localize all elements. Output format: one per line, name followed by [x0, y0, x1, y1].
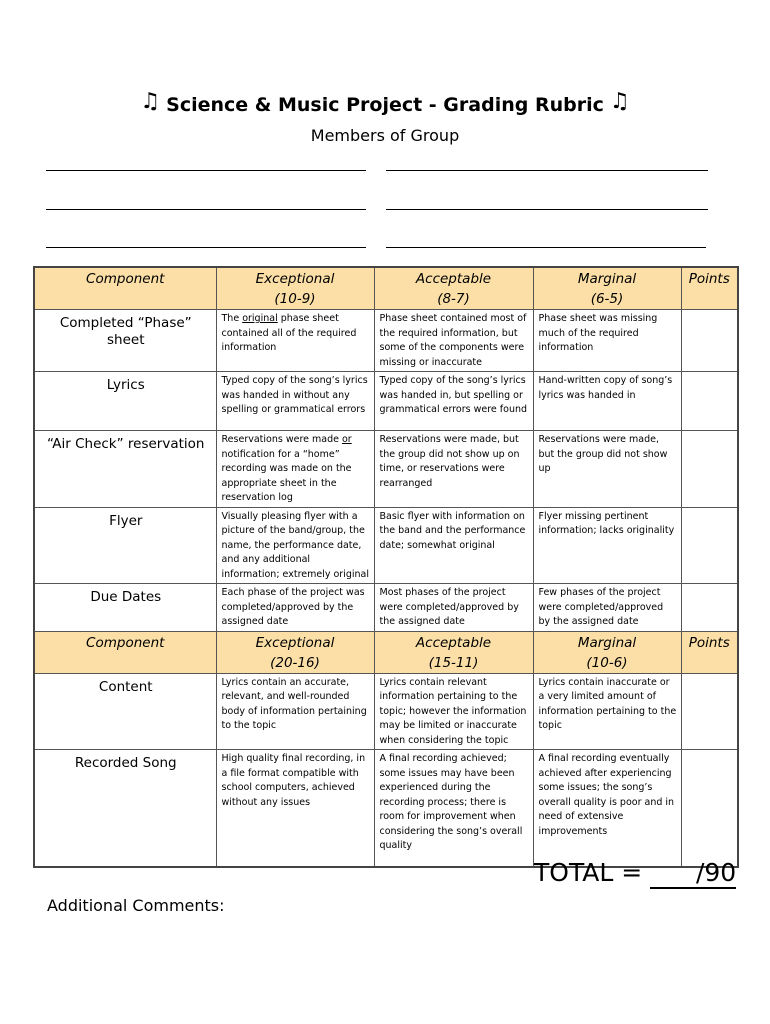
header-component: Component — [34, 267, 216, 310]
row-exceptional: Each phase of the project was completed/approved by the assigned date — [216, 584, 374, 632]
total-value[interactable]: /90 — [650, 858, 736, 889]
table-row — [34, 507, 738, 584]
row-acceptable: A final recording achieved; some issues may have been experienced during the recording process; there is room for improvement when considering the song’s overall quality — [374, 750, 533, 867]
table-row — [34, 310, 738, 372]
row-exceptional: High quality final recording, in a file format compatible with school computers, achieved without any issues — [216, 750, 374, 867]
points-cell[interactable] — [681, 584, 738, 632]
row-marginal: Hand-written copy of song’s lyrics was handed in — [533, 372, 681, 431]
points-cell[interactable] — [681, 310, 738, 372]
member-name-line[interactable] — [46, 170, 366, 171]
title-text: Science & Music Project - Grading Rubric — [166, 94, 604, 116]
table-row — [34, 750, 738, 867]
row-acceptable: Most phases of the project were completed/approved by the assigned date — [374, 584, 533, 632]
points-cell[interactable] — [681, 673, 738, 750]
row-marginal: Few phases of the project were completed/approved by the assigned date — [533, 584, 681, 632]
row-exceptional: Reservations were made or notification for a “home” recording was made on the appropriate sheet in the reservation log — [216, 431, 374, 508]
row-component: Completed “Phase” sheet — [34, 310, 216, 372]
header-exceptional: Exceptional (20-16) — [216, 631, 374, 673]
row-exceptional: Lyrics contain an accurate, relevant, and well-rounded body of information pertaining to the topic — [216, 673, 374, 750]
row-acceptable: Lyrics contain relevant information pertaining to the topic; however the information may be limited or inaccurate when considering the topic — [374, 673, 533, 750]
row-acceptable: Phase sheet contained most of the required information, but some of the components were missing or inaccurate — [374, 310, 533, 372]
table-header-row — [34, 267, 738, 310]
total-score — [534, 858, 736, 889]
row-marginal: A final recording eventually achieved after experiencing some issues; the song’s overall quality is poor and in need of extensive improvements — [533, 750, 681, 867]
member-name-line[interactable] — [46, 247, 366, 248]
member-name-line[interactable] — [386, 247, 706, 248]
header-marginal: Marginal (10-6) — [533, 631, 681, 673]
row-acceptable: Basic flyer with information on the band and the performance date; somewhat original — [374, 507, 533, 584]
row-component: Content — [34, 673, 216, 750]
row-acceptable: Typed copy of the song’s lyrics was handed in, but spelling or grammatical errors were found — [374, 372, 533, 431]
row-component: Lyrics — [34, 372, 216, 431]
comments-label: Additional Comments: — [47, 896, 225, 915]
table-row — [34, 673, 738, 750]
points-cell[interactable] — [681, 750, 738, 867]
row-exceptional: Typed copy of the song’s lyrics was handed in without any spelling or grammatical errors — [216, 372, 374, 431]
row-exceptional: Visually pleasing flyer with a picture of the band/group, the name, the performance date, and any additional information; extremely original — [216, 507, 374, 584]
row-component: “Air Check” reservation — [34, 431, 216, 508]
row-marginal: Lyrics contain inaccurate or a very limited amount of information pertaining to the topic — [533, 673, 681, 750]
header-marginal: Marginal (6-5) — [533, 267, 681, 310]
members-label: Members of Group — [310, 126, 460, 145]
row-component: Recorded Song — [34, 750, 216, 867]
table-row — [34, 431, 738, 508]
header-acceptable: Acceptable (8-7) — [374, 267, 533, 310]
row-exceptional: The original phase sheet contained all of the required information — [216, 310, 374, 372]
row-marginal: Phase sheet was missing much of the required information — [533, 310, 681, 372]
member-name-line[interactable] — [386, 170, 708, 171]
header-points: Points — [681, 267, 738, 310]
member-name-line[interactable] — [46, 209, 366, 210]
row-component: Due Dates — [34, 584, 216, 632]
rubric-table — [33, 266, 739, 868]
table-row — [34, 584, 738, 632]
header-acceptable: Acceptable (15-11) — [374, 631, 533, 673]
row-component: Flyer — [34, 507, 216, 584]
points-cell[interactable] — [681, 431, 738, 508]
total-label: TOTAL = — [534, 858, 643, 887]
table-row — [34, 372, 738, 431]
music-note-icon: ♫ — [140, 89, 161, 114]
page-title — [0, 89, 770, 117]
table-header-row — [34, 631, 738, 673]
row-marginal: Flyer missing pertinent information; lacks originality — [533, 507, 681, 584]
row-marginal: Reservations were made, but the group did not show up — [533, 431, 681, 508]
header-exceptional: Exceptional (10-9) — [216, 267, 374, 310]
member-name-line[interactable] — [386, 209, 708, 210]
music-note-icon: ♫ — [609, 89, 630, 114]
header-points: Points — [681, 631, 738, 673]
header-component: Component — [34, 631, 216, 673]
row-acceptable: Reservations were made, but the group did not show up on time, or reservations were rearranged — [374, 431, 533, 508]
points-cell[interactable] — [681, 507, 738, 584]
points-cell[interactable] — [681, 372, 738, 431]
